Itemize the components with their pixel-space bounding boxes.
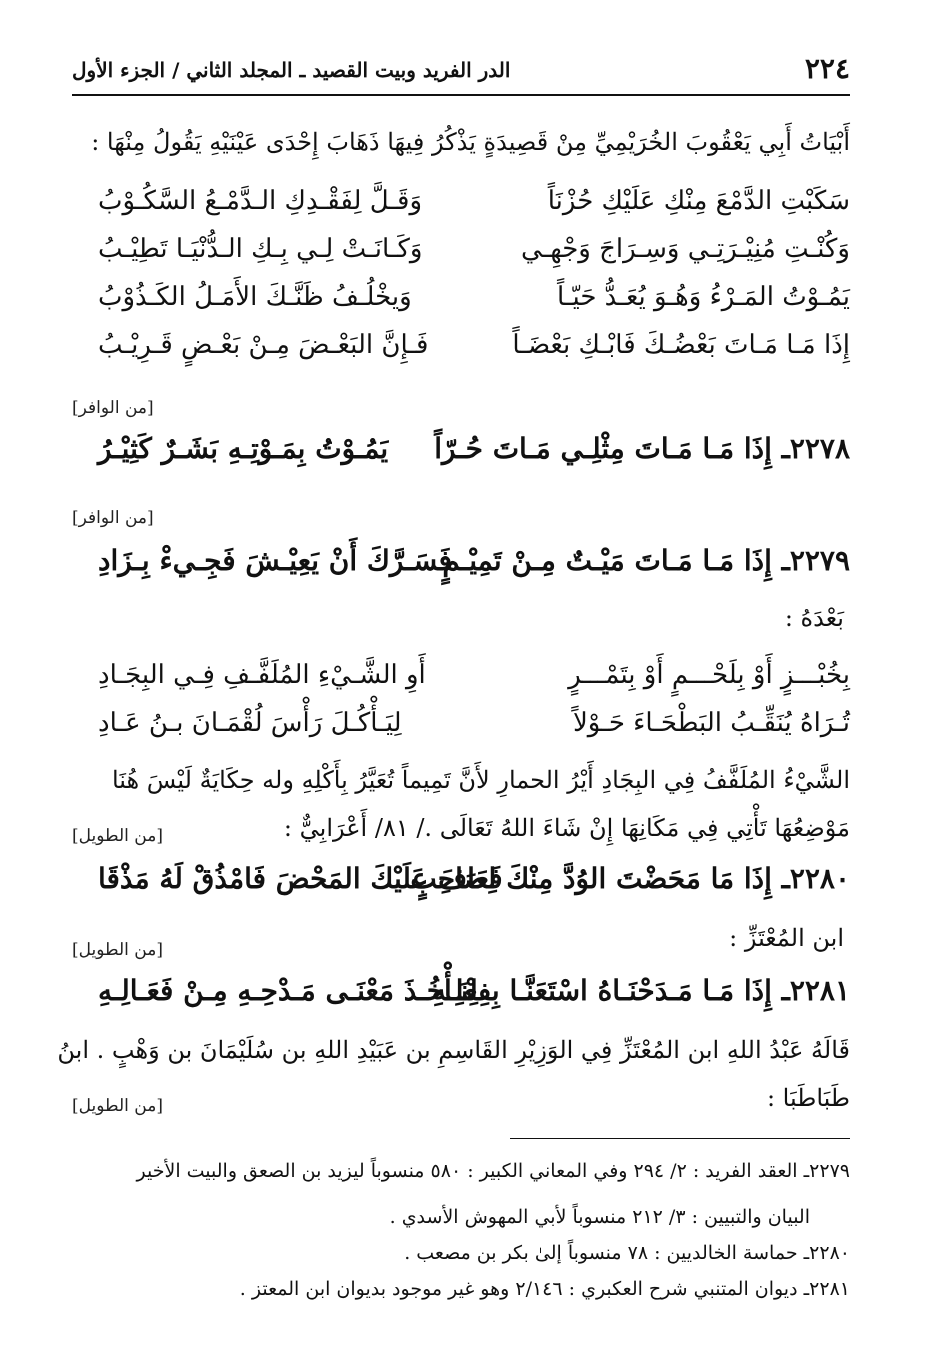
commentary-line-2: مَوْضِعُهَا تَأْتِي فِي مَكَانِهَا إِنْ شَاءَ اللهُ تَعَالَى ./ ٨١/ أَعْرَابِيٌّ : (283, 814, 850, 842)
closing-line-2: طَبَاطَبَا : (766, 1084, 850, 1112)
meter-label: [من الوافر] (72, 398, 154, 418)
entry-2279-second-hemistich: فَسَـرَّكَ أَنْ يَعِيْـشَ فَجِـيءْ بِـزَادِ (98, 544, 452, 577)
entry-2278-second-hemistich: يَمُـوْتُ بِمَـوْتِـهِ بَشَـرٌ كَثِيْـرُ (98, 432, 389, 465)
baadahu-label: بَعْدَهُ : (784, 604, 844, 632)
footnote-2281: ٢٢٨١ـ ديوان المتنبي شرح العكبري : ٢/١٤٦ وهو غير موجود بديوان ابن المعتز . (239, 1278, 850, 1300)
verse-5-second-hemistich: أَوِ الشَّـيْءِ المُلَفَّـفِ فِـي البِجَـادِ (98, 660, 426, 690)
verse-5-first-hemistich: بِخُبْـــزٍ أَوْ بِلَحْـــمٍ أَوْ بِتَمْـــرٍ (568, 660, 850, 690)
meter-label: [من الطويل] (72, 1096, 163, 1116)
page-number: ٢٢٤ (804, 52, 850, 85)
verse-3-second-hemistich: وَيخْلُـفُ ظَنَّـكَ الأَمَـلُ الكَـذُوْبُ (98, 282, 412, 312)
entry-2281-first-hemistich: ٢٢٨١ـ إِذَا مَـا مَـدَحْنَـاهُ اسْتَعَنَّـا بِفِعْلِـهِ (431, 974, 850, 1007)
verse-3-first-hemistich: يَمُـوْتُ المَـرْءُ وَهُـوَ يُعَـدُّ حَيّـاً (556, 282, 850, 312)
verse-6-first-hemistich: تُـرَاهُ يُنَقِّـبُ البَطْحَـاءَ حَـوْلاً (572, 708, 850, 738)
footnote-2280: ٢٢٨٠ـ حماسة الخالديين : ٧٨ منسوباً إلىٰ بكر بن مصعب . (404, 1242, 850, 1264)
page-header (72, 52, 850, 96)
footnote-2279-continued: البيان والتبيين : ٣/ ٢١٢ منسوباً لأبي المهوش الأسدي . (389, 1206, 810, 1228)
footnote-divider (510, 1138, 850, 1139)
entry-2281-second-hemistich: لِنَـأْخُـذَ مَعْنَـى مَـدْحِـهِ مِـنْ فَعَـالِـهِ (98, 974, 478, 1007)
verse-4-second-hemistich: فَـإِنَّ البَعْـضَ مِـنْ بَعْـضٍ قَـرِيْـبُ (98, 330, 429, 360)
ibn-mutazz-label: ابن المُعْتَزِّ : (729, 924, 844, 952)
entry-2278-first-hemistich: ٢٢٧٨ـ إِذَا مَـا مَـاتَ مِثْلِـي مَـاتَ حُـرّاً (434, 432, 850, 465)
verse-1-second-hemistich: وَقَـلَّ لِفَقْـدِكِ الـدَّمْـعُ السَّكُـوْبُ (98, 186, 423, 216)
verse-4-first-hemistich: إِذَا مَـا مَـاتَ بَعْضُـكَ فَابْـكِ بَعْضَـاً (512, 330, 850, 360)
entry-2279-first-hemistich: ٢٢٧٩ـ إِذَا مَـا مَـاتَ مَيْـتٌ مِـنْ تَمِيْـمٍ (442, 544, 850, 577)
meter-label: [من الطويل] (72, 826, 163, 846)
verse-2-first-hemistich: وَكُنْـتِ مُنِيْـرَتِـي وَسِـرَاجَ وَجْهِـي (520, 234, 850, 264)
intro-text: أَبْيَاتُ أَبِي يَعْقُوبَ الخُرَيْمِيِّ مِنْ قَصِيدَةٍ يَذْكُرُ فِيهَا ذَهَابَ إِحْدَى عَيْنَيْهِ يَقُولُ مِنْهَا : (91, 128, 850, 156)
footnote-2279: ٢٢٧٩ـ العقد الفريد : ٢/ ٢٩٤ وفي المعاني الكبير : ٥٨٠ منسوباً ليزيد بن الصعق والبيت الأخير (136, 1160, 850, 1182)
verse-2-second-hemistich: وَكَـانَـتْ لِـي بِـكِ الـدُّنْيَـا تَطِيْـبُ (98, 234, 423, 264)
verse-6-second-hemistich: لِيَـأْكُـلَ رَأْسَ لُقْمَـانَ بـنُ عَـادِ (98, 708, 402, 738)
closing-line-1: قَالَهُ عَبْدُ اللهِ ابن المُعْتَزِّ فِي الوَزِيْرِ القَاسِمِ بن عَبَيْدِ اللهِ بن سُلَيْمَانَ بن وَهْبٍ . ابنُ (57, 1036, 850, 1064)
commentary-line-1: الشَّيْءُ المُلَفَّفُ فِي البِجَادِ أَيْرُ الحمارِ لأَنَّ تَمِيماً تُعَيَّرُ بِأَكْلِهِ وله حِكَايَةٌ لَيْسَ هُنَا (111, 766, 850, 794)
entry-2280-second-hemistich: فَعَافَ عَلَيْكَ المَحْضَ فَامْذُقْ لَهُ مَذْقَا (98, 862, 503, 895)
running-title: الدر الفريد وبيت القصيد ـ المجلد الثاني / الجزء الأول (72, 58, 511, 82)
meter-label: [من الطويل] (72, 940, 163, 960)
entry-2280-first-hemistich: ٢٢٨٠ـ إِذَا مَا مَحَضْتَ الوُدَّ مِنْكَ لِصَاحِبٍ (410, 862, 850, 895)
meter-label: [من الوافر] (72, 508, 154, 528)
verse-1-first-hemistich: سَكَبْتِ الدَّمْعَ مِنْكِ عَلَيْكِ حُزْنَاً (547, 186, 850, 216)
